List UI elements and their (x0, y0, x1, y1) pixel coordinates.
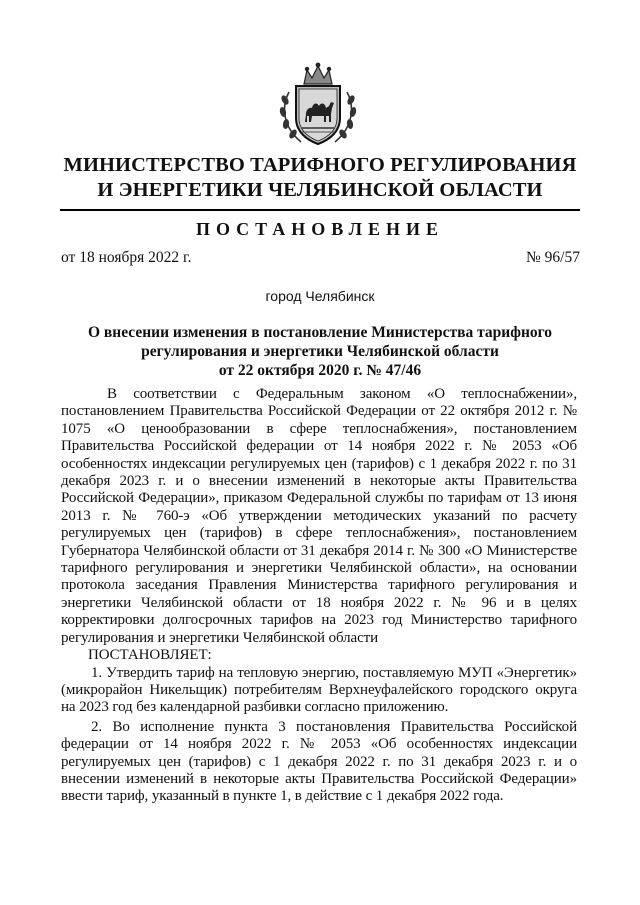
chelyabinsk-coat-of-arms-icon (271, 62, 365, 148)
document-type-title: ПОСТАНОВЛЕНИЕ (195, 219, 445, 239)
document-city: город Челябинск (265, 288, 375, 304)
ministry-name-line1: МИНИСТЕРСТВО ТАРИФНОГО РЕГУЛИРОВАНИЯ (63, 154, 577, 176)
document-date: от 18 ноября 2022 г. (61, 249, 192, 266)
subject-line3: от 22 октября 2020 г. № 47/46 (218, 362, 422, 379)
document-body (61, 386, 577, 806)
item-1-paragraph: 1. Утвердить тариф на тепловую энергию, поставляемую МУП «Энергетик» (микрорайон Никельщик) потребителям Верхнеуфалейского городского округа на 2023 год без календарной разбивки согласно приложению. (61, 664, 577, 716)
item-2-paragraph: 2. Во исполнение пункта 3 постановления Правительства Российской федерации от 14 ноября 2022 г. № 2053 «Об особенностях индексации регулируемых цен (тарифов) с 1 декабря 2022 г. по 31 декабря 2023 г. и о внесении изменений в некоторые акты Правительства Российской Федерации» ввести тариф, указанный в пункте 1, в действие с 1 декабря 2022 года. (61, 718, 577, 805)
preamble-paragraph: В соответствии с Федеральным законом «О теплоснабжении», постановлением Правительства Российской Федерации от 22 октября 2012 г. № 1075 «О ценообразовании в сфере теплоснабжения», постановлением Правительства Российской федерации от 14 ноября 2022 г. № 2053 «Об особенностях индексации регулируемых цен (тарифов) с 1 декабря 2022 г. по 31 декабря 2023 г. и о внесении изменений в некоторые акты Правительства Российской Федерации», приказом Федеральной службы по тарифам от 13 июня 2013 г. № 760-э «Об утверждении методических указаний по расчету регулируемых цен (тарифов) в сфере теплоснабжения», постановлением Губернатора Челябинской области от 31 декабря 2014 г. № 300 «О Министерстве тарифного регулирования и энергетики Челябинской области», на основании протокола заседания Правления Министерства тарифного регулирования и энергетики Челябинской области от 18 ноября 2022 г. № 96 и в целях корректировки долгосрочных тарифов на 2023 год Министерство тарифного регулирования и энергетики Челябинской области (61, 386, 577, 646)
document-number: № 96/57 (526, 249, 580, 266)
resolves-heading: ПОСТАНОВЛЯЕТ: (88, 647, 212, 664)
document-subject (80, 323, 560, 380)
subject-line2: регулирования и энергетики Челябинской области (141, 343, 499, 360)
ministry-name-line2: И ЭНЕРГЕТИКИ ЧЕЛЯБИНСКОЙ ОБЛАСТИ (97, 179, 543, 201)
header-divider (60, 209, 580, 211)
subject-line1: О внесении изменения в постановление Министерства тарифного (87, 324, 553, 341)
